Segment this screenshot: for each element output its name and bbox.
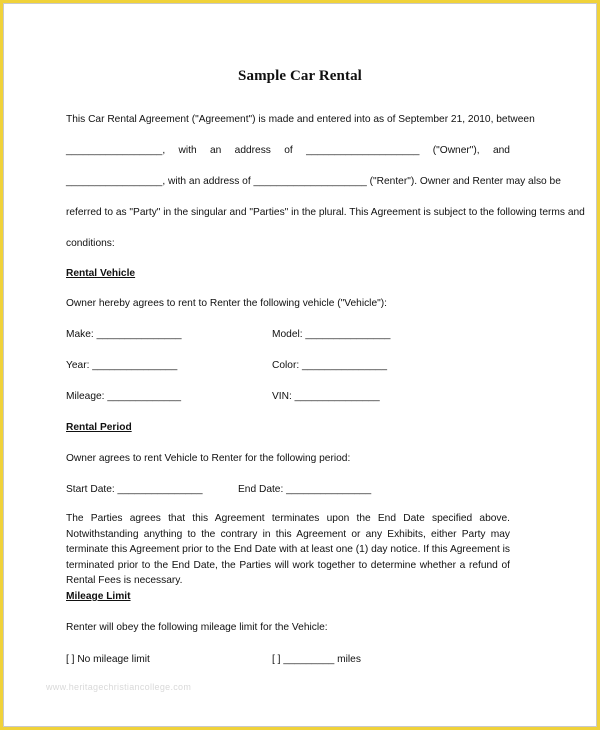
no-mileage-limit-checkbox[interactable]: [ ] No mileage limit bbox=[66, 654, 150, 665]
section-heading-mileage-limit: Mileage Limit bbox=[66, 591, 131, 602]
intro-line-3: _________________, with an address of ____________________ ("Renter"). Owner and Renter may also be bbox=[66, 176, 561, 187]
document-page bbox=[3, 3, 597, 727]
intro-line-1: This Car Rental Agreement ("Agreement") is made and entered into as of September 21, 2010, between bbox=[66, 114, 535, 125]
model-field[interactable]: Model: _______________ bbox=[272, 329, 391, 340]
owner-address-blank: ____________________ bbox=[306, 145, 420, 156]
vehicle-intro: Owner hereby agrees to rent to Renter the following vehicle ("Vehicle"): bbox=[66, 298, 387, 309]
owner-name-blank: _________________, bbox=[66, 145, 166, 156]
intro-line-4: referred to as "Party" in the singular and "Parties" in the plural. This Agreement is subject to the following terms and bbox=[66, 207, 585, 218]
intro-word: ("Owner"), bbox=[432, 145, 480, 156]
intro-word: and bbox=[492, 145, 510, 156]
intro-line-2 bbox=[66, 145, 510, 156]
start-date-field[interactable]: Start Date: _______________ bbox=[66, 484, 203, 495]
intro-word: with bbox=[178, 145, 197, 156]
section-heading-rental-period: Rental Period bbox=[66, 422, 132, 433]
intro-word: of bbox=[284, 145, 293, 156]
miles-limit-checkbox[interactable]: [ ] _________ miles bbox=[272, 654, 361, 665]
year-field[interactable]: Year: _______________ bbox=[66, 360, 178, 371]
vin-field[interactable]: VIN: _______________ bbox=[272, 391, 380, 402]
mileage-intro: Renter will obey the following mileage limit for the Vehicle: bbox=[66, 622, 328, 633]
intro-word: address bbox=[234, 145, 271, 156]
end-date-field[interactable]: End Date: _______________ bbox=[238, 484, 372, 495]
watermark: www.heritagechristiancollege.com bbox=[46, 682, 192, 692]
intro-word: an bbox=[209, 145, 222, 156]
intro-line-5: conditions: bbox=[66, 238, 115, 249]
section-heading-rental-vehicle: Rental Vehicle bbox=[66, 268, 136, 279]
period-intro: Owner agrees to rent Vehicle to Renter for the following period: bbox=[66, 453, 351, 464]
color-field[interactable]: Color: _______________ bbox=[272, 360, 387, 371]
termination-paragraph: The Parties agrees that this Agreement terminates upon the End Date specified above. Notwithstanding anything to the contrary in this Agreement or any Exhibits, either Party may terminate this Agreement prior to the End Date with at least one (1) day notice. If this Agreement is terminated prior to the End Date, the Parties will work together to determine whether a refund of Rental Fees is necessary. bbox=[66, 513, 510, 586]
mileage-field[interactable]: Mileage: _____________ bbox=[66, 391, 181, 402]
agreement-document bbox=[4, 4, 596, 726]
document-title: Sample Car Rental bbox=[238, 68, 362, 84]
make-field[interactable]: Make: _______________ bbox=[66, 329, 182, 340]
